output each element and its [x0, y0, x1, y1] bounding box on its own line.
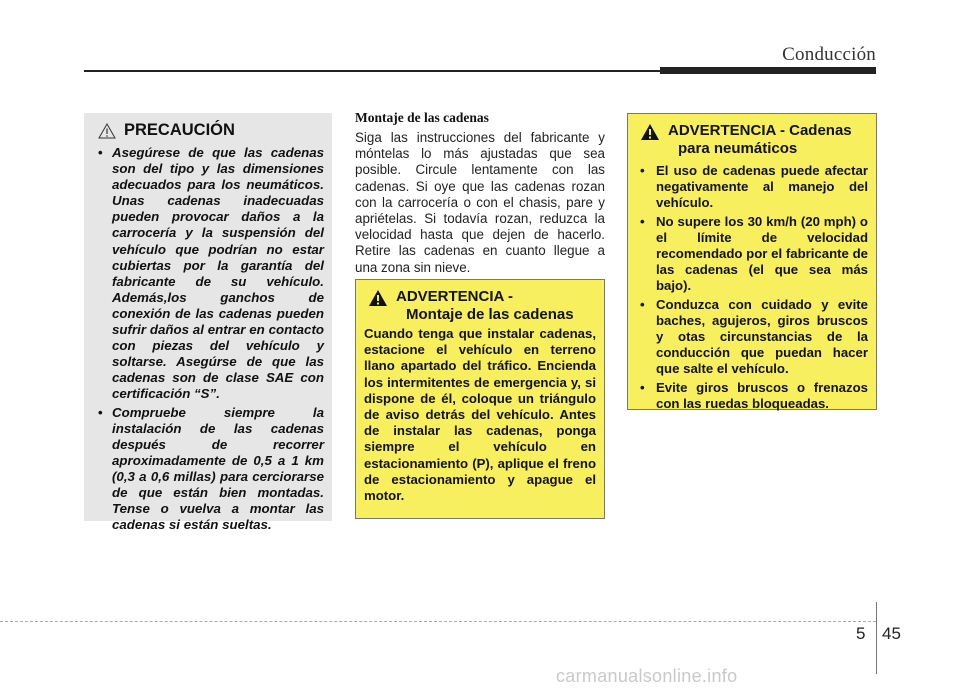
section-body: Siga las instrucciones del fabricante y móntelas lo más ajustadas que sea posible. Circule lentamente con las cadenas. Si oye que las cadenas rozan con la carrocería o con el chasis, pare y apriételas. Si todavía rozan, reduzca la velocidad hasta que dejen de hacerlo. Retire las cadenas en cuanto llegue a una zona sin nieve. [355, 130, 605, 275]
warning-title: ADVERTENCIA - [396, 288, 513, 305]
warning-triangle-filled-icon [640, 123, 660, 141]
caution-item: • Compruebe siempre la instalación de las cadenas después de recorrer aproximadamente de 0,5 a 1 km (0,3 a 0,6 millas) para cerciorarse de que están bien montadas. Tense o vuelva a montar las cadenas si están sueltas. [92, 405, 324, 534]
header-bar [660, 67, 876, 74]
warning-triangle-outline-icon [98, 123, 116, 139]
footer-dashed-rule [0, 621, 876, 622]
page-number-divider [876, 602, 877, 674]
caution-header [98, 121, 324, 140]
caution-list [92, 145, 324, 533]
warning-triangle-filled-icon [368, 289, 388, 307]
section-number: 5 [856, 624, 866, 643]
caution-item: • Asegúrese de que las cadenas son del tipo y las dimensiones adecuados para los neumáticos. Unas cadenas inadecuadas pueden provocar daños a la carrocería y la suspensión del vehículo que podrían no estar cubiertas por la garantía del fabricante de su vehículo. Además,los ganchos de conexión de las cadenas pueden sufrir daños al entrar en contacto con piezas del vehículo y soltarse. Asegúrse de que las cadenas son de clase SAE con certificación “S”. [92, 145, 324, 403]
warning-subtitle: para neumáticos [678, 140, 798, 157]
warning-body: Cuando tenga que instalar cadenas, estacione el vehículo en terreno llano apartado del tráfico. Encienda los intermitentes de emergencia y, si dispone de él, coloque un triángulo de aviso detrás del vehículo. Antes de instalar las cadenas, ponga siempre el vehículo en estacionamiento (P), aplique el freno de estacionamiento y apague el motor. [364, 326, 596, 504]
caution-box [84, 113, 332, 533]
caution-title: PRECAUCIÓN [124, 121, 235, 139]
header-rule [84, 70, 660, 72]
chapter-title: Conducción [782, 44, 876, 65]
warning-title: ADVERTENCIA - Cadenas [668, 122, 852, 139]
warning-list [636, 163, 868, 412]
section-title: Montaje de las cadenas [355, 110, 489, 125]
warning-header [364, 288, 596, 324]
warning-item: • No supere los 30 km/h (20 mph) o el límite de velocidad recomendado por el fabricante de las cadenas (el que sea más bajo). [636, 214, 868, 295]
warning-box-mounting [355, 279, 605, 519]
warning-item: • El uso de cadenas puede afectar negativamente al manejo del vehículo. [636, 163, 868, 212]
warning-item: • Evite giros bruscos o frenazos con las ruedas bloqueadas. [636, 380, 868, 412]
watermark: carmanualsonline.info [556, 666, 738, 686]
page-number: 45 [882, 624, 901, 643]
warning-header [636, 122, 868, 158]
section-text [355, 110, 605, 276]
warning-subtitle: Montaje de las cadenas [406, 306, 574, 323]
warning-box-chains [627, 113, 877, 410]
warning-item: • Conduzca con cuidado y evite baches, agujeros, giros bruscos y otas circunstancias de la conducción que puedan hacer que salte el vehículo. [636, 297, 868, 378]
